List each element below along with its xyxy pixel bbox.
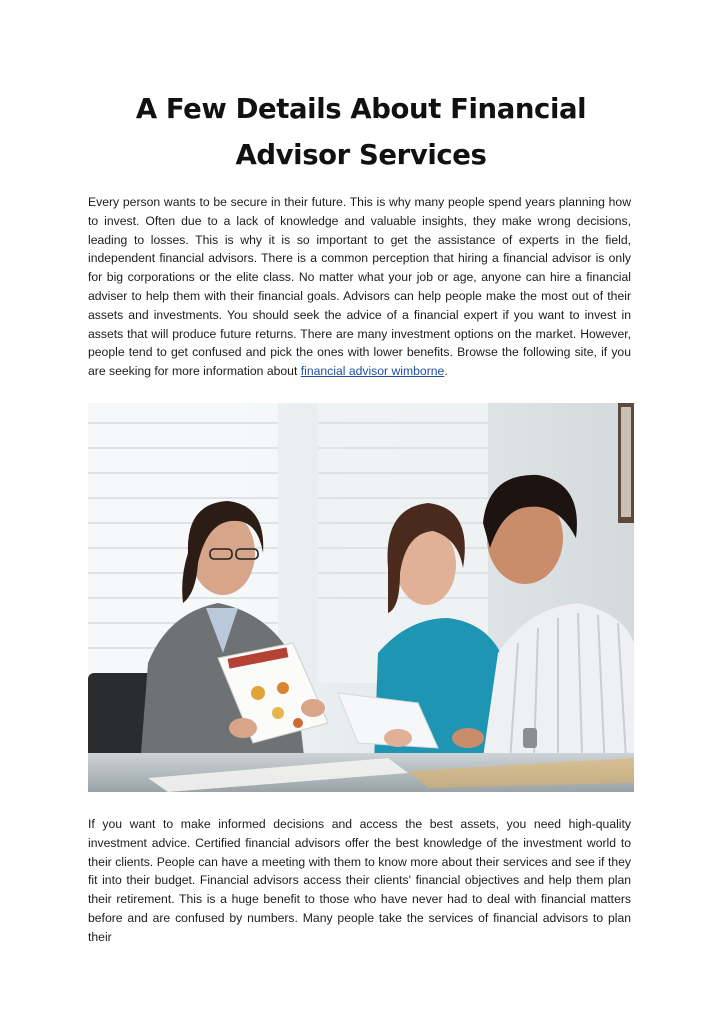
second-paragraph: If you want to make informed decisions and access the best assets, you need high-quality investment advice. Certified financial advisors offer the best knowledge of the investment world to their clients. People can have a meeting with them to know more about their services and see if they fit into their budget. Financial advisors access their clients' financial objectives and help them plan their retirement. This is a huge benefit to those who have never had to deal with financial matters before and are confused by numbers. Many people take the services of financial advisors to plan their	[88, 817, 631, 944]
intro-text-end: .	[444, 364, 448, 379]
intro-text: Every person wants to be secure in their future. This is why many people spend years planning how to invest. Often due to a lack of knowledge and valuable insights, they make wrong decisions, leading to losses. This is why it is so important to get the assistance of experts in the field, independent financial advisors. There is a common perception that hiring a financial advisor is only for big corporations or the elite class. No matter what your job or age, anyone can hire a financial adviser to help them with their financial goals. Advisors can help people make the most out of their assets and investments. You should seek the advice of a financial expert if you want to invest in assets that will produce future returns. There are many investment options on the market. However, people tend to get confused and pick the ones with lower benefits. Browse the following site, if you are seeking for more information about	[88, 195, 631, 379]
intro-paragraph	[88, 193, 631, 381]
financial-advisor-link[interactable]: financial advisor wimborne	[300, 364, 445, 379]
page-title: A Few Details About Financial Advisor Services	[135, 93, 587, 171]
advisors-meeting-photo	[88, 403, 634, 792]
